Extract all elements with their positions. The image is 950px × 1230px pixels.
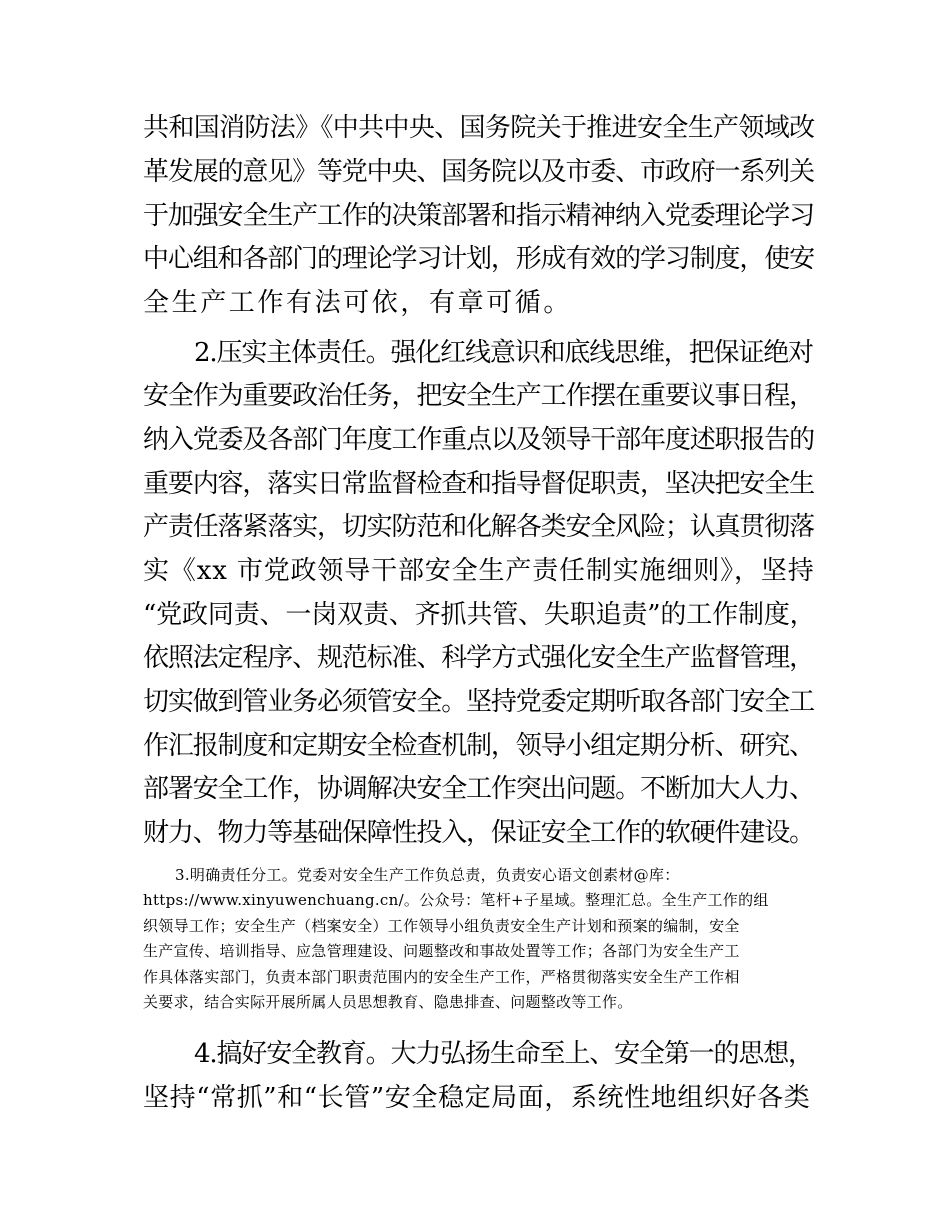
paragraph-3-line: 关要求，结合实际开展所属人员思想教育、隐患排查、问题整改等工作。 [143, 993, 633, 1011]
paragraph-2-line: 安全作为重要政治任务，把安全生产工作摆在重要议事日程， [143, 381, 814, 411]
paragraph-2-line: 作汇报制度和定期安全检查机制，领导小组定期分析、研究、 [143, 731, 814, 761]
paragraph-1-line: 中心组和各部门的理论学习计划，形成有效的学习制度，使安 [143, 244, 814, 274]
paragraph-4-line: 4.搞好安全教育。大力弘扬生命至上、安全第一的思想， [194, 1039, 813, 1069]
paragraph-1-line: 共和国消防法》《中共中央、国务院关于推进安全生产领域改 [143, 113, 815, 143]
paragraph-1-line: 全生产工作有法可依，有章可循。 [143, 288, 573, 318]
paragraph-2-line: 依照法定程序、规范标准、科学方式强化安全生产监督管理， [143, 643, 814, 673]
paragraph-3-line: 3.明确责任分工。党委对安全生产工作负总责，负责安心语文创素材@库： [175, 866, 680, 884]
paragraph-3-line: 生产宣传、培训指导、应急管理建设、问题整改和事故处置等工作；各部门为安全生产工 [143, 942, 740, 960]
paragraph-2-line: 重要内容，落实日常监督检查和指导督促职责，坚决把安全生 [143, 469, 814, 499]
paragraph-2-line: 产责任落紧落实，切实防范和化解各类安全风险；认真贯彻落 [143, 512, 814, 542]
paragraph-2-line: 切实做到管业务必须管安全。坚持党委定期听取各部门安全工 [143, 687, 814, 717]
paragraph-2-line: 2.压实主体责任。强化红线意识和底线思维，把保证绝对 [194, 338, 813, 368]
paragraph-2-line: 实《xx 市党政领导干部安全生产责任制实施细则》，坚持 [143, 556, 815, 586]
paragraph-2-line: 纳入党委及各部门年度工作重点以及领导干部年度述职报告的 [143, 425, 814, 455]
paragraph-2-line: “党政同责、一岗双责、齐抓共管、失职追责”的工作制度， [143, 600, 816, 630]
paragraph-1-line: 革发展的意见》等党中央、国务院以及市委、市政府一系列关 [143, 157, 814, 187]
paragraph-3-line: https://www.xinyuwenchuang.cn/。公众号：笔杆+子星域。整理汇总。全生产工作的组 [143, 891, 769, 909]
paragraph-1-line: 于加强安全生产工作的决策部署和指示精神纳入党委理论学习 [143, 201, 814, 231]
paragraph-2-line: 财力、物力等基础保障性投入，保证安全工作的软硬件建设。 [143, 818, 814, 848]
paragraph-2-line: 部署安全工作，协调解决安全工作突出问题。不断加大人力、 [143, 774, 814, 804]
paragraph-4-line: 坚持“常抓”和“长管”安全稳定局面，系统性地组织好各类 [143, 1083, 811, 1113]
paragraph-3-line: 作具体落实部门，负责本部门职责范围内的安全生产工作，严格贯彻落实安全生产工作相 [143, 968, 740, 986]
paragraph-3-line: 织领导工作；安全生产（档案安全）工作领导小组负责安全生产计划和预案的编制，安全 [143, 917, 740, 935]
